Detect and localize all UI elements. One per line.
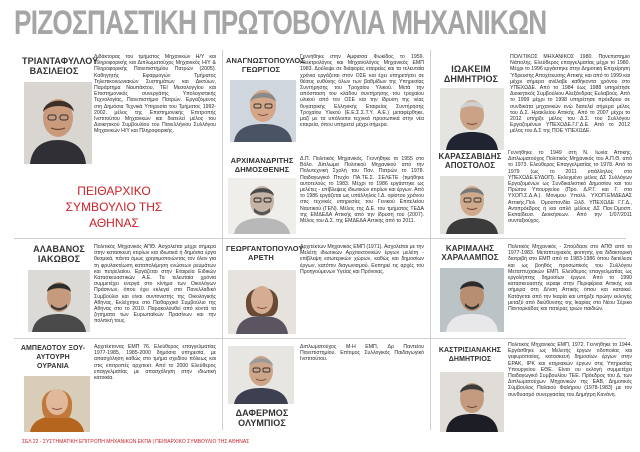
- candidate-name: ΑΛΑΒΑΝΟΣ ΙΑΚΩΒΟΣ: [33, 244, 85, 264]
- candidate-name: ΙΩΑΚΕΙΜ ΔΗΜΗΤΡΙΟΣ: [443, 64, 499, 84]
- masthead-title: ΡΙΖΟΣΠΑΣΤΙΚΗ ΠΡΩΤΟΒΟΥΛΙΑ ΜΗΧΑΝΙΚΩΝ: [14, 4, 547, 42]
- candidate-bio: Αρχιτέκτονας ΕΜΠ 76. Ελεύθερος επαγγελματίας 1977-1985, 1985-2000 δημόσια υπηρεσία, με απασχόληση καθώς στο τμήμα σχεδίου πόλεως και στις επιτροπές αρχιτεκτ. Από το 2000 Ελεύθερος επαγγελματίας με απασχόληση στην ιδιωτική κατοικία.: [94, 344, 216, 382]
- candidate-photo: [230, 80, 296, 142]
- candidate-photo: [440, 176, 504, 234]
- candidate-photo: [28, 270, 90, 332]
- portrait-image: [440, 372, 504, 432]
- candidate-bio: Διπλωματούχος Μ-Η ΕΜΠ, Δρ Παντείου Πανεπιστημίου. Επίτιμος Συλλογικός Παιδαγωγικό Ινστιτούτου.: [300, 344, 424, 363]
- candidate-bio: Πολιτικός Μηχανικός ΕΜΠ, 1972. Γεννήθηκε το 1944. Εργάσθηκε ως Μελετής έργων οδοποιίας και γεφυροποιίας, κατασκευή δημοσίων έργων στην ΕΡΑΚ, ΙΡΚ και κτηριακών έργων στις Υπηρεσίας Υπουργείου ΕΘΕ. Είναι ου εκλογή συμμετέχει Παιδαγωγικό Συμβουλίου ΤΕΕ. Πρόεδρος του Δ. των Διπλωματούχων Μηχανικών της ΕΑΒ, Δημοτικός Σύμβουλος Παλαιού Φαλήρου (1978-1983) με τον συνδυασμό συνεργασίας του Δημήτρη Κανάνη.: [508, 342, 632, 398]
- candidate-photo: [24, 376, 90, 432]
- candidate-bio: Πολιτικός Μηχανικός ΑΠΘ. Ασχολείται μέχρι σήμερα στην κατασκευή κτιρίων και ιδιωτικά ή δημόσια έργα θεσμικά, πάντα όμως χρησιμοποιώντας τον όλον για τη φρυλακτέωση καταπολέμηση ενώσεων ρευμάτων και πετρελαίου. Εργάζεται στην Εταιρεία Ειδικών Κατασκευαστικών Α.Ε. Τα τελευταία χρόνια συμμετέχει ενεργά στο κίνημα των Οικολόγων Πράσινων, όπου έχει εκλεγεί στο Πανελλαδικό Συμβούλιο και είναι συντονιστής της Οικολογικής Αθήνας, Εκλέχτηκε στο Πειθαρχικό Συμβούλιο της Αθήνας στο το 2010. Παρακολουθεί από κοντά τα ζητήματα των Ευρωπαϊκών Πρασίνων και την πολιτική τους.: [94, 244, 216, 325]
- row-divider: [14, 338, 626, 339]
- candidate-photo: [228, 346, 294, 404]
- portrait-image: [24, 376, 90, 432]
- candidate-name: ΚΑΡΙΜΑΛΗΣ ΧΑΡΑΛΑΜΠΟΣ: [441, 244, 499, 262]
- portrait-image: [440, 176, 504, 234]
- candidate-bio: Δ.Π. Πολιτικός Μηχανικός. Γεννήθηκε το 1955 στο Βόλο. Δίπλωμα Πολιτικού Μηχανικού από την Πολυτεχνική Σχολή του Παν. Πατρών το 1978. Παιδαγωγικό Πτυχίο ΠΑ.ΤΕ.Σ. ΣΕΛΕΤΕ (τιμήθηκε αυτοτελούς το 1983. Μέχρι το 1986 εργάστηκε ως μελέτες - επίβλεψεις ιδιωτικών κτιρίων και έργων. Από το 1986 εργάζεται ως υπάλληλος Ι.Δ. ορίστου χρόνου στις τεχνικές υπηρεσίες του Γενικού Επιτελείου Ναυτικού (ΓΕΝ). Μέλος της Δ.Ε. του τμήματος ΤΕΔΑ της ΕΜΔΕΔΑ Αττικής από την ίδρυση του (2007). Μέλος του Δ.Σ. της ΕΜΔΕΔΑ Αττικής από το 2011.: [300, 156, 424, 225]
- candidate-name: ΚΑΣΤΡΙΣΙΑΝΑΚΗΣ ΔΗΜΗΤΡΙΟΣ: [438, 347, 502, 363]
- section-title: ΠΕΙΘΑΡΧΙΚΟ ΣΥΜΒΟΥΛΙΟ ΤΗΣ ΑΘΗΝΑΣ: [65, 184, 163, 230]
- column-divider: [222, 50, 223, 430]
- candidate-photo: [24, 82, 92, 164]
- portrait-image: [440, 88, 504, 150]
- candidate-bio: Διδάκτορας του τμήματος Μηχανικών Η/Υ και Πληροφορικής και Διπλωματούχος Μηχανικός Η/Υ & Πληροφορικής Πανεπιστημίου Πατρών (2005). Καθηγητής Εφαρμογών Τμήματος Τηλεπικοινωνιακών Συστημάτων και Δικτύων, Παράρτημα Ναυπάκτου, ΤΕΙ Μεσολογγίου και Επιστημονικός συνεργάτης Υπολογιστικής Τεχνολογίας, Πανεπιστήμιο Πατρών. Εργαζόμενος στη Δημόσια Τεχνικά Υπηρεσία του Τμήματος 1992-2002. μέλος της Επιστημονικής Επιτροπής Ινστιτούτου Μηχανικών και διατελεί μέλος του Διοικητικού Συμβουλίου του Πανελλήνιου Συλλόγου Μηχανικών Η/Υ και Πληροφορικής.: [94, 54, 216, 135]
- candidate-bio: Γεννήθηκε το 1949 στη Ν. Ιωνία Αττικής. Διπλωματούχος Πολιτικός Μηχανικός του Α.Π.Θ. από το 1973. Ελεύθερος Επαγγελματίας το 1978. Από το 1979 (ως το 2011 υπάλληλος στο ΥΠΕΧΩΔΕ.ΕΥΔΟΠ). Εκλεγμένο μέλος ΔΣ Συλλόγων Εργαζομένων ως Συνδικαλιστικό Δημοσίου και του Πρώτου Υπουργείου (Προ. Δ.Ρ.Γ. και Γ. στο ΥΧΟΠ.Σ.Δ.Α.). Μονιμου Υπαλλ. ΥΧΟΠ.ΕΜΔΕΔΑΣ Αττικής.Πολ. Ομοσπονδία Ξιλδ. ΥΠΕΧΩΔΕ Γ.Γ.Δ., Αντιπρόεδρος ή και απλό μέλους ΔΣ Παν.Ομοσπ. Εκπαίδευσ. Διοικήσεων. Από την 1/07/2011 συνταξιούχος.: [508, 150, 632, 225]
- candidate-name: ΤΡΙΑΝΤΑΦΥΛΛΟΥ ΒΑΣΙΛΕΙΟΣ: [22, 56, 99, 76]
- candidate-photo: [440, 372, 504, 432]
- candidate-name: ΔΑΦΕΡΜΟΣ ΟΛΥΜΠΙΟΣ: [235, 408, 289, 428]
- candidate-photo: [228, 178, 296, 234]
- candidate-photo: [440, 88, 504, 150]
- portrait-image: [228, 346, 294, 404]
- candidate-bio: ΠΟΛΙΤΙΚΟΣ ΜΗΧΑΝΙΚΟΣ 1980. Πανεπιστήμιο Νάπολης. Ελεύθερος επαγγελματίας μέχρι το 1980. Μέχρι το 1996 εργάστηκε στην Δημοτική Επιχείρηση Ύδρευσης Αποχέτευσης Αττικής και από το 1999 και μέχρι σήμερα ανέλαβε καθήκοντα χρόνου στο ΥΠΕΧΩΔΕ. Από το 1984 έως 1988 υπηρέτησε Διοικητικός Συμβούλιου Αλεξάνδρας Ευλαβούς. Από το 1999 μέχρι το 1998 υπηρέτησε πρόεδρου σε συνδικάτα μηχανικών ενώ διατελεί σήμερα μέλος του Δ.Σ. Ηρακλείου Αττικής. Από το 2007 μέχρι το 2012 υπήρξε μέλος του Δ.Σ. του Συλλόγου Εργαζομένων ΥΠΕΧΩΔΕ.Γ.Γ.Δ.Ε. Από το 2012 μέλος του Δ.Σ της ΠΟΕ ΥΠΕΧΩΔΕ.: [510, 54, 630, 135]
- candidate-photo: [228, 270, 296, 334]
- candidate-name: ΑΝΑΓΝΩΣΤΟΠΟΥΛΟΣ ΓΕΩΡΓΙΟΣ: [226, 56, 305, 74]
- candidate-bio: Πολιτικός Μηχανικός - Σπούδασε στο ΑΠΘ από το 1977-1983. Μεταπτυχιακός φοιτητής για διδακτορική διατριβή στο ΕΜΠ από το 1983-1986 όπου διετέλεσε και ως βοηθός προσωπικός του Συλλόγου Μεταπτυχιακών ΕΜΠ. Ελεύθερος επαγγελματίας ως εργολήπτης δημοσίων έργων. Από το 1990 κατασκευαστής ιεραφι στην Περιφέρεια Αττικής και σήμερα στη Δ/νση Αττικής όπου και κατοικεί. Κατάγεται από την Ικαρία και υπήρξε πρώην εκλογής μεταξύ από διεύθυνσης της Ικαρίας στο Νέου Σέρικο Παντορκάδας και πατέρας τριών παιδιών.: [508, 244, 632, 313]
- portrait-image: [440, 268, 504, 332]
- candidate-bio: Γεννήθηκε στην Αμφισσα Φωκίδος το 1959. Ηλεκτρολόγος και Μηχανολόγος Μηχανικός ΕΜΠ 1983. Δούλεψε σε διάφορες εταιρείες και τα τελευταία χρόνια εργάζεται στον ΟΣΕ και έχει υπηρετήσει σε θέσεις ευθύνης όλων των βαθμίδων της Υπηρεσίας Συντήρησης του Τροχαίου Υλικού. Μετά την απόσπαση του κλάδου συντήρησης του τροχαίου υλικού από τον ΟΣΕ και την ίδρυση της νέας θυγατρικής Ελληνικής Εταιρείας Συντήρησης Τροχαίου Υλικού (Ε.Ε.Σ.Σ.Τ.Υ. Α.Ε.) μεταφέρθηκε, μαζί με τα υπόλοιπα τεχνικά προσωπικά στην νέα εταιρεία, όπου υπηρετεί μέχρι σήμερα.: [300, 54, 424, 129]
- page-footer: ΣΕΛ 22 - ΣΥΣΤΗΜΑΤΙΚΗ ΕΠΙΤΡΟΠΗ ΜΗΧΑΝΙΚΩΝ ΕΚΠΑ | ΠΕΙΘΑΡΧΙΚΟ ΣΥΜΒΟΥΛΙΟ ΤΗΣ ΑΘΗΝΑΣ: [22, 439, 250, 445]
- candidate-bio: Αρχιτέκτων Μηχανικός ΕΜΠ (1971). Ασχολείται με την Μελέτη ιδιωτικών Αρχιτεκτονικών έργων μελέτη - επίβλεψη εσωτερικών χώρων, καθώς και δημοσίων έργων, κατόπιν διαγωνισμού. Εκπηρεί τις αρχές του Προηγούμενων Υγείας και Πρόνοιας.: [300, 244, 424, 275]
- portrait-image: [24, 82, 92, 164]
- candidate-name: ΓΕΩΡΓΑΝΤΟΠΟΥΛΟΥ ΑΡΕΤΗ: [226, 244, 304, 262]
- candidate-photo: [440, 268, 504, 332]
- candidate-name: ΑΜΠΕΛΟΤΟΥ ΞΟΥ-ΑΥΤΟΥΡΗ ΟΥΡΑΝΙΑ: [20, 345, 86, 370]
- portrait-image: [28, 270, 90, 332]
- candidate-name: ΚΑΡΑΣΣΑΒΙΔΗΣ ΑΠΟΣΤΟΛΟΣ: [438, 152, 502, 170]
- portrait-image: [230, 80, 296, 142]
- portrait-image: [228, 178, 296, 234]
- row-divider: [14, 238, 626, 239]
- portrait-image: [228, 270, 296, 334]
- candidate-name: ΑΡΧΙΜΑΝΔΡΙΤΗΣ ΔΗΜΟΣΘΕΝΗΣ: [230, 156, 294, 174]
- column-divider: [430, 50, 431, 430]
